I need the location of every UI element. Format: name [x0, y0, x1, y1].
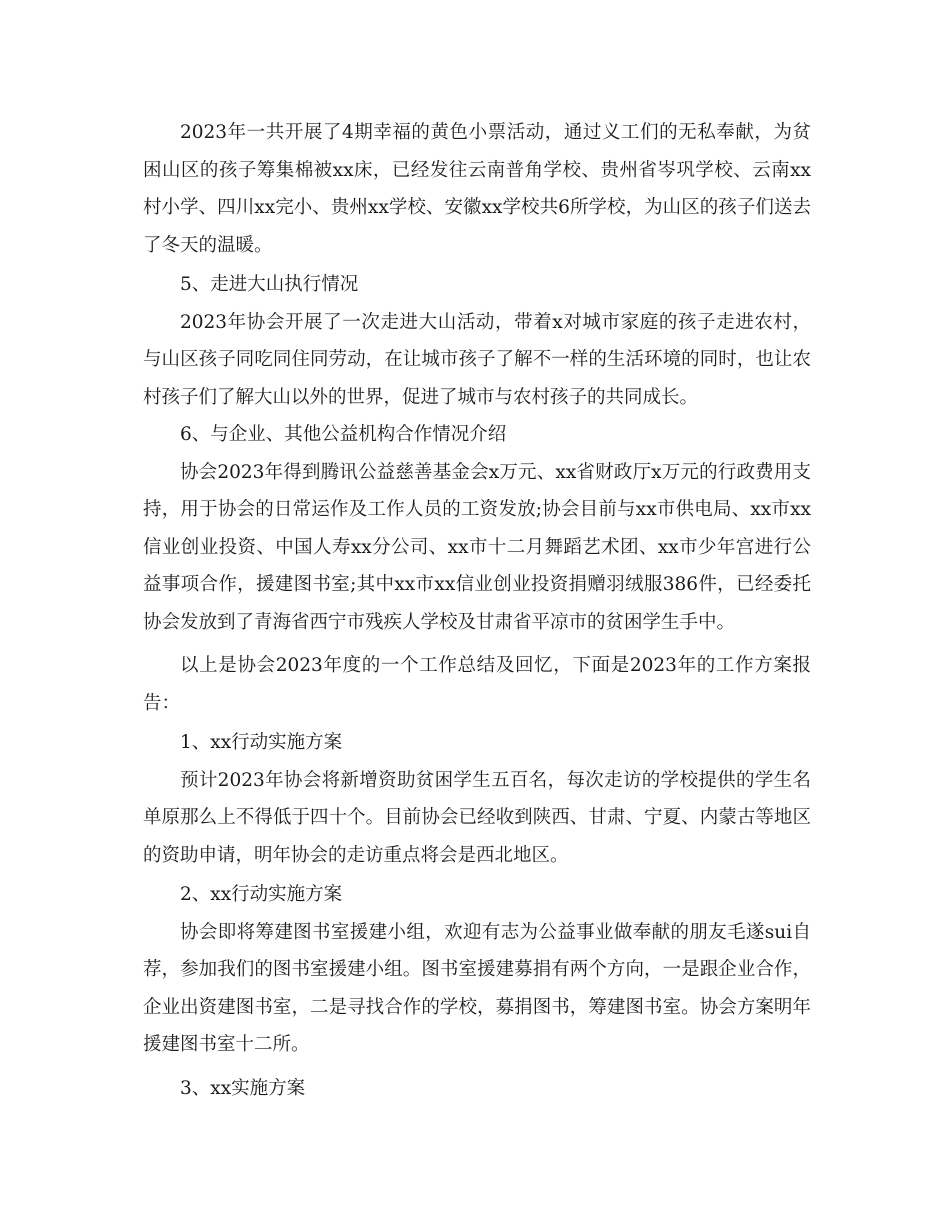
- paragraph-cooperation: 协会2023年得到腾讯公益慈善基金会x万元、xx省财政厅x万元的行政费用支持，用于协会的日常运作及工作人员的工资发放;协会目前与xx市供电局、xx市xx信业创业投资、中国人寿xx分公司、xx市十二月舞蹈艺术团、xx市少年宫进行公益事项合作，援建图书室;其中xx市xx信业创业投资捐赠羽绒服386件，已经委托协会发放到了青海省西宁市残疾人学校及甘肃省平凉市的贫困学生手中。: [143, 461, 811, 633]
- paragraph-plan-2: 协会即将筹建图书室援建小组，欢迎有志为公益事业做奉献的朋友毛遂sui自荐，参加我们的图书室援建小组。图书室援建募捐有两个方向，一是跟企业合作，企业出资建图书室，二是寻找合作的学校，募捐图书，筹建图书室。协会方案明年援建图书室十二所。: [143, 921, 811, 1055]
- paragraph-into-mountains: 2023年协会开展了一次走进大山活动，带着x对城市家庭的孩子走进农村，与山区孩子同吃同住同劳动，在让城市孩子了解不一样的生活环境的同时，也让农村孩子们了解大山以外的世界，促进了城市与农村孩子的共同成长。: [143, 311, 811, 408]
- heading-plan-1: 1、xx行动实施方案: [180, 732, 343, 753]
- heading-plan-3: 3、xx实施方案: [180, 1077, 306, 1099]
- paragraph-summary: 以上是协会2023年度的一个工作总结及回忆，下面是2023年的工作方案报告：: [143, 655, 811, 714]
- heading-into-mountains: 5、走进大山执行情况: [180, 274, 359, 295]
- heading-cooperation: 6、与企业、其他公益机构合作情况介绍: [180, 424, 507, 445]
- document-body: [143, 114, 811, 1107]
- heading-plan-2: 2、xx行动实施方案: [180, 884, 343, 905]
- paragraph-charity-ticket: 2023年一共开展了4期幸福的黄色小票活动，通过义工们的无私奉献，为贫困山区的孩子筹集棉被xx床，已经发往云南普角学校、贵州省岑巩学校、云南xx村小学、四川xx完小、贵州xx学校、安徽xx学校共6所学校，为山区的孩子们送去了冬天的温暖。: [143, 122, 811, 256]
- paragraph-plan-1: 预计2023年协会将新增资助贫困学生五百名，每次走访的学校提供的学生名单原那么上不得低于四十个。目前协会已经收到陕西、甘肃、宁夏、内蒙古等地区的资助申请，明年协会的走访重点将会是西北地区。: [143, 769, 811, 866]
